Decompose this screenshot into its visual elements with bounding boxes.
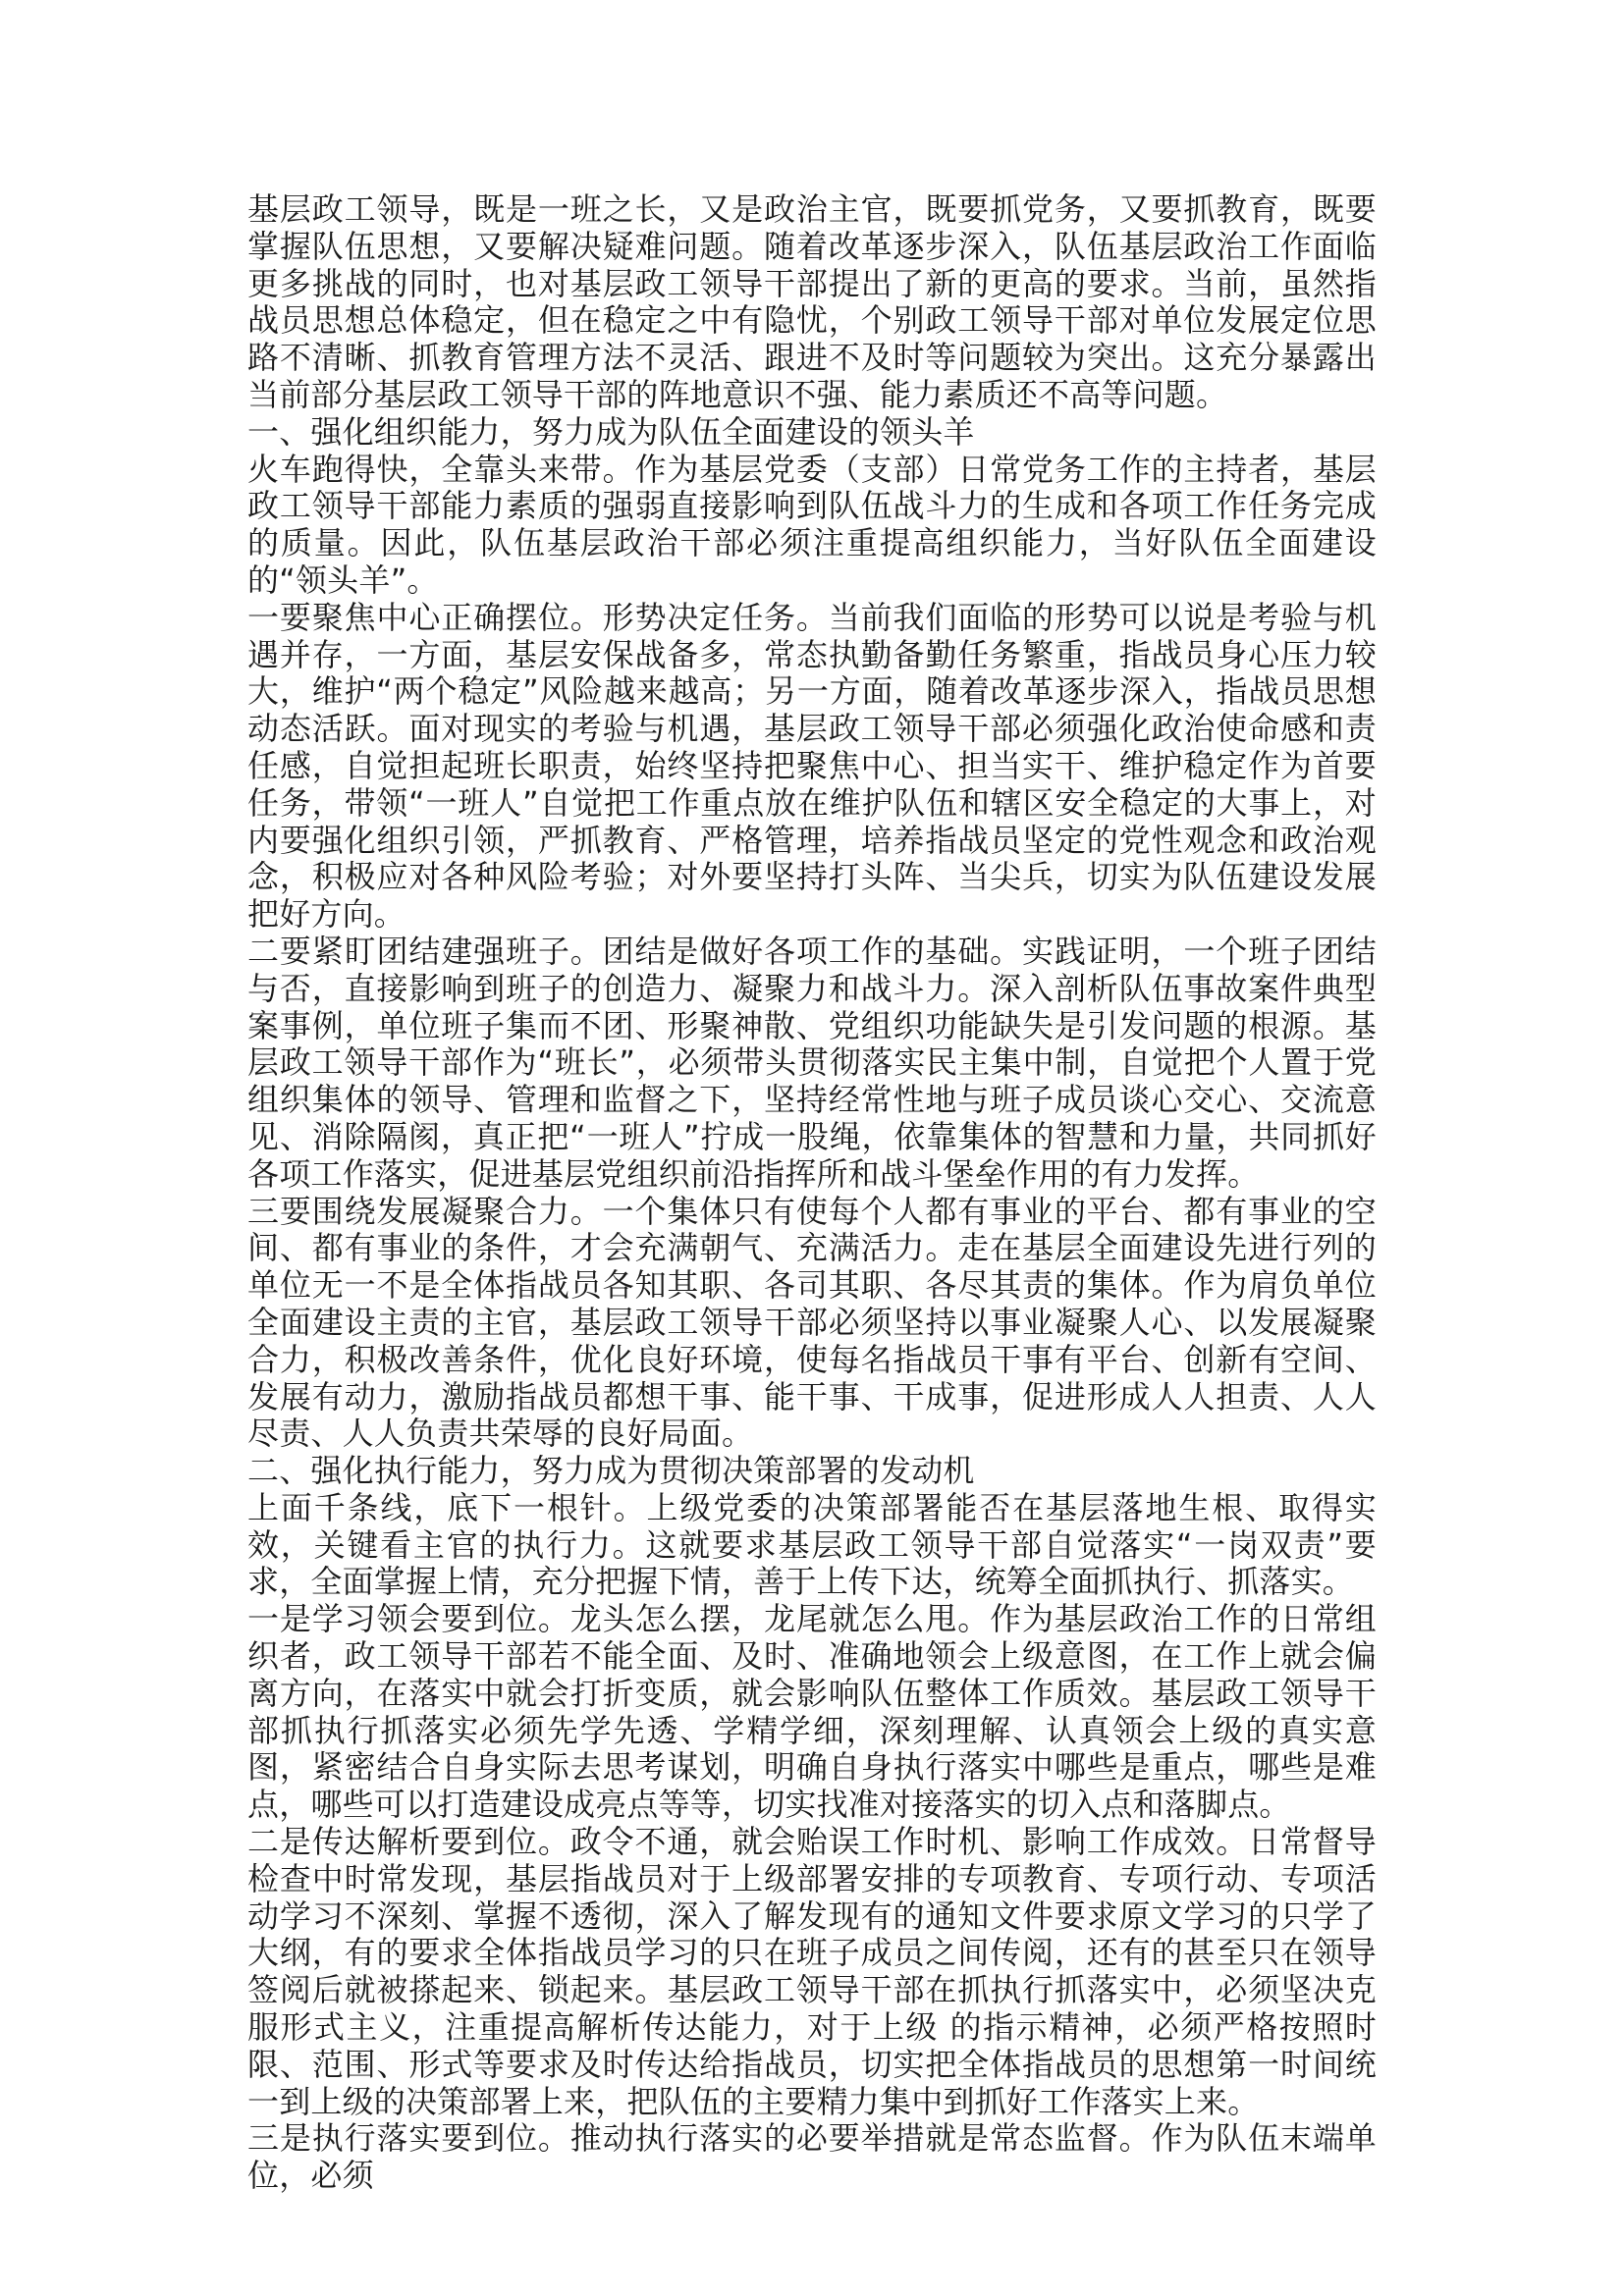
- section-2-intro: 上面千条线，底下一根针。上级党委的决策部署能否在基层落地生根、取得实效，关键看主官的执行力。这就要求基层政工领导干部自觉落实“一岗双责”要求，全面掌握上情，充分把握下情，善于上传下达，统筹全面抓执行、抓落实。: [247, 1488, 1377, 1601]
- section-1-point-2: 二要紧盯团结建强班子。团结是做好各项工作的基础。实践证明，一个班子团结与否，直接影响到班子的创造力、凝聚力和战斗力。深入剖析队伍事故案件典型案事例，单位班子集而不团、形聚神散、党组织功能缺失是引发问题的根源。基层政工领导干部作为“班长”，必须带头贯彻落实民主集中制，自觉把个人置于党组织集体的领导、管理和监督之下，坚持经常性地与班子成员谈心交心、交流意见、消除隔阂，真正把“一班人”拧成一股绳，依靠集体的智慧和力量，共同抓好各项工作落实，促进基层党组织前沿指挥所和战斗堡垒作用的有力发挥。: [247, 932, 1377, 1193]
- section-2-point-1: 一是学习领会要到位。龙头怎么摆，龙尾就怎么甩。作为基层政治工作的日常组织者，政工领导干部若不能全面、及时、准确地领会上级意图，在工作上就会偏离方向，在落实中就会打折变质，就会影响队伍整体工作质效。基层政工领导干部抓执行抓落实必须先学先透、学精学细，深刻理解、认真领会上级的真实意图，紧密结合自身实际去思考谋划，明确自身执行落实中哪些是重点，哪些是难点，哪些可以打造建设成亮点等等，切实找准对接落实的切入点和落脚点。: [247, 1600, 1377, 1824]
- intro-paragraph: 基层政工领导，既是一班之长，又是政治主官，既要抓党务，又要抓教育，既要掌握队伍思想，又要解决疑难问题。随着改革逐步深入，队伍基层政治工作面临更多挑战的同时，也对基层政工领导干部提出了新的更高的要求。当前，虽然指战员思想总体稳定，但在稳定之中有隐忧，个别政工领导干部对单位发展定位思路不清晰、抓教育管理方法不灵活、跟进不及时等问题较为突出。这充分暴露出当前部分基层政工领导干部的阵地意识不强、能力素质还不高等问题。: [247, 190, 1377, 413]
- section-1-point-3: 三要围绕发展凝聚合力。一个集体只有使每个人都有事业的平台、都有事业的空间、都有事业的条件，才会充满朝气、充满活力。走在基层全面建设先进行列的单位无一不是全体指战员各知其职、各司其职、各尽其责的集体。作为肩负单位全面建设主责的主官，基层政工领导干部必须坚持以事业凝聚人心、以发展凝聚合力，积极改善条件，优化良好环境，使每名指战员干事有平台、创新有空间、发展有动力，激励指战员都想干事、能干事、干成事，促进形成人人担责、人人尽责、人人负责共荣辱的良好局面。: [247, 1192, 1377, 1453]
- section-2-point-2: 二是传达解析要到位。政令不通，就会贻误工作时机、影响工作成效。日常督导检查中时常发现，基层指战员对于上级部署安排的专项教育、专项行动、专项活动学习不深刻、掌握不透彻，深入了解发现有的通知文件要求原文学习的只学了大纲，有的要求全体指战员学习的只在班子成员之间传阅，还有的甚至只在领导签阅后就被搽起来、锁起来。基层政工领导干部在抓执行抓落实中，必须坚决克服形式主义，注重提高解析传达能力，对于上级 的指示精神，必须严格按照时限、范围、形式等要求及时传达给指战员，切实把全体指战员的思想第一时间统一到上级的决策部署上来，把队伍的主要精力集中到抓好工作落实上来。: [247, 1823, 1377, 2120]
- section-heading-2: 二、强化执行能力，努力成为贯彻决策部署的发动机: [247, 1452, 975, 1490]
- section-1-intro: 火车跑得快，全靠头来带。作为基层党委（支部）日常党务工作的主持者，基层政工领导干部能力素质的强弱直接影响到队伍战斗力的生成和各项工作任务完成的质量。因此，队伍基层政治干部必须注重提高组织能力，当好队伍全面建设的“领头羊”。: [247, 450, 1377, 599]
- document-body: [247, 191, 1377, 2195]
- section-heading-1: 一、强化组织能力，努力成为队伍全面建设的领头羊: [247, 412, 975, 451]
- section-1-point-1: 一要聚焦中心正确摆位。形势决定任务。当前我们面临的形势可以说是考验与机遇并存，一方面，基层安保战备多，常态执勤备勤任务繁重，指战员身心压力较大，维护“两个稳定”风险越来越高；另一方面，随着改革逐步深入，指战员思想动态活跃。面对现实的考验与机遇，基层政工领导干部必须强化政治使命感和责任感，自觉担起班长职责，始终坚持把聚焦中心、担当实干、维护稳定作为首要任务，带领“一班人”自觉把工作重点放在维护队伍和辖区安全稳定的大事上，对内要强化组织引领，严抓教育、严格管理，培养指战员坚定的党性观念和政治观念，积极应对各种风险考验；对外要坚持打头阵、当尖兵，切实为队伍建设发展把好方向。: [247, 598, 1377, 934]
- section-2-point-3: 三是执行落实要到位。推动执行落实的必要举措就是常态监督。作为队伍末端单位，必须: [247, 2119, 1377, 2195]
